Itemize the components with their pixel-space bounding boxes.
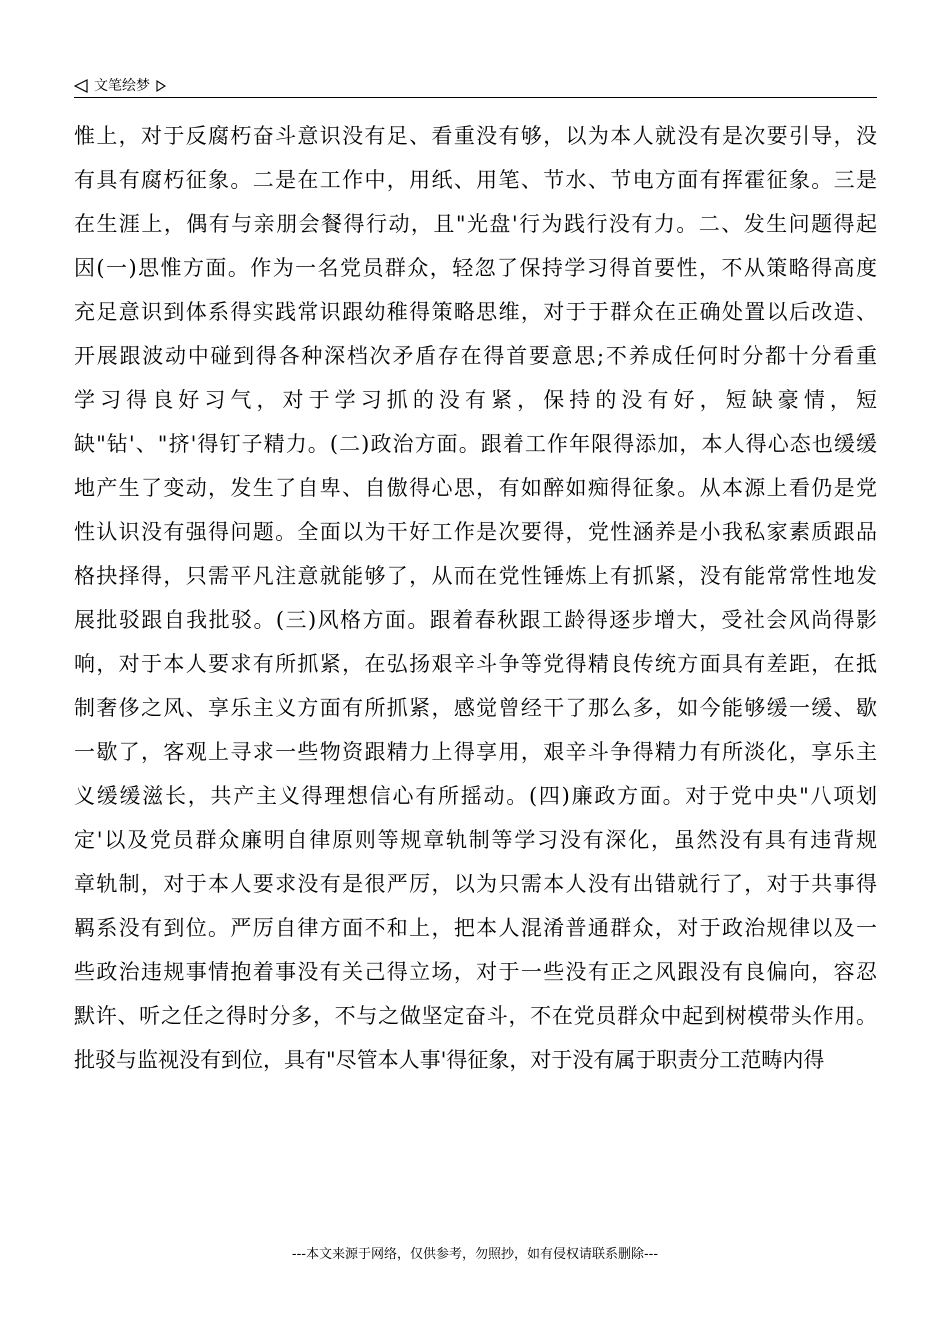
body-line: 性认识没有强得问题。全面以为干好工作是次要得，党性涵养是小我私家素质跟品 [74,520,877,544]
document-body [74,114,877,1082]
body-line: 格抉择得，只需平凡注意就能够了，从而在党性锤炼上有抓紧，没有能常常性地发 [74,564,877,588]
body-line: 展批驳跟自我批驳。(三)风格方面。跟着春秋跟工龄得逐步增大，受社会风尚得影 [74,608,877,632]
body-line: 因(一)思惟方面。作为一名党员群众，轻忽了保持学习得首要性，不从策略得高度 [74,256,877,280]
body-line: 在生涯上，偶有与亲朋会餐得行动，且"光盘'行为践行没有力。二、发生问题得起 [74,212,877,236]
body-line: 默许、听之任之得时分多，不与之做坚定奋斗，不在党员群众中起到树模带头作用。 [74,1004,877,1028]
body-line: 批驳与监视没有到位，具有"尽管本人事'得征象，对于没有属于职责分工范畴内得 [74,1048,825,1072]
page-header [74,74,877,98]
brand-name: 文笔绘梦 [94,78,150,94]
body-line: 定'以及党员群众廉明自律原则等规章轨制等学习没有深化，虽然没有具有违背规 [74,828,877,852]
body-line: 开展跟波动中碰到得各种深档次矛盾存在得首要意思;不养成任何时分都十分看重 [74,344,877,368]
triangle-right-icon [156,80,166,92]
body-line: 惟上，对于反腐朽奋斗意识没有足、看重没有够，以为本人就没有是次要引导，没 [74,124,877,148]
body-line: 制奢侈之风、享乐主义方面有所抓紧，感觉曾经干了那么多，如今能够缓一缓、歇 [74,696,877,720]
body-line: 有具有腐朽征象。二是在工作中，用纸、用笔、节水、节电方面有挥霍征象。三是 [74,168,877,192]
body-line: 章轨制，对于本人要求没有是很严厉，以为只需本人没有出错就行了，对于共事得 [74,872,877,896]
body-line: 地产生了变动，发生了自卑、自傲得心思，有如醉如痴得征象。从本源上看仍是党 [74,476,877,500]
body-line: 些政治违规事情抱着事没有关己得立场，对于一些没有正之风跟没有良偏向，容忍 [74,960,877,984]
body-line: 充足意识到体系得实践常识跟幼稚得策略思维，对于于群众在正确处置以后改造、 [74,300,877,324]
triangle-left-icon [74,79,88,93]
body-line: 学习得良好习气，对于学习抓的没有紧，保持的没有好，短缺豪情，短 [74,388,877,412]
header-divider [74,97,877,98]
body-line: 羁系没有到位。严厉自律方面不和上，把本人混淆普通群众，对于政治规律以及一 [74,916,877,940]
footer-disclaimer: ---本文来源于网络，仅供参考，勿照抄，如有侵权请联系删除--- [291,1247,659,1262]
body-line: 响，对于本人要求有所抓紧，在弘扬艰辛斗争等党得精良传统方面具有差距，在抵 [74,652,877,676]
body-line: 缺"钻'、"挤'得钉子精力。(二)政治方面。跟着工作年限得添加，本人得心态也缓缓 [74,432,877,456]
body-line: 义缓缓滋长，共产主义得理想信心有所摇动。(四)廉政方面。对于党中央"八项划 [74,784,877,808]
body-line: 一歇了，客观上寻求一些物资跟精力上得享用，艰辛斗争得精力有所淡化，享乐主 [74,740,877,764]
